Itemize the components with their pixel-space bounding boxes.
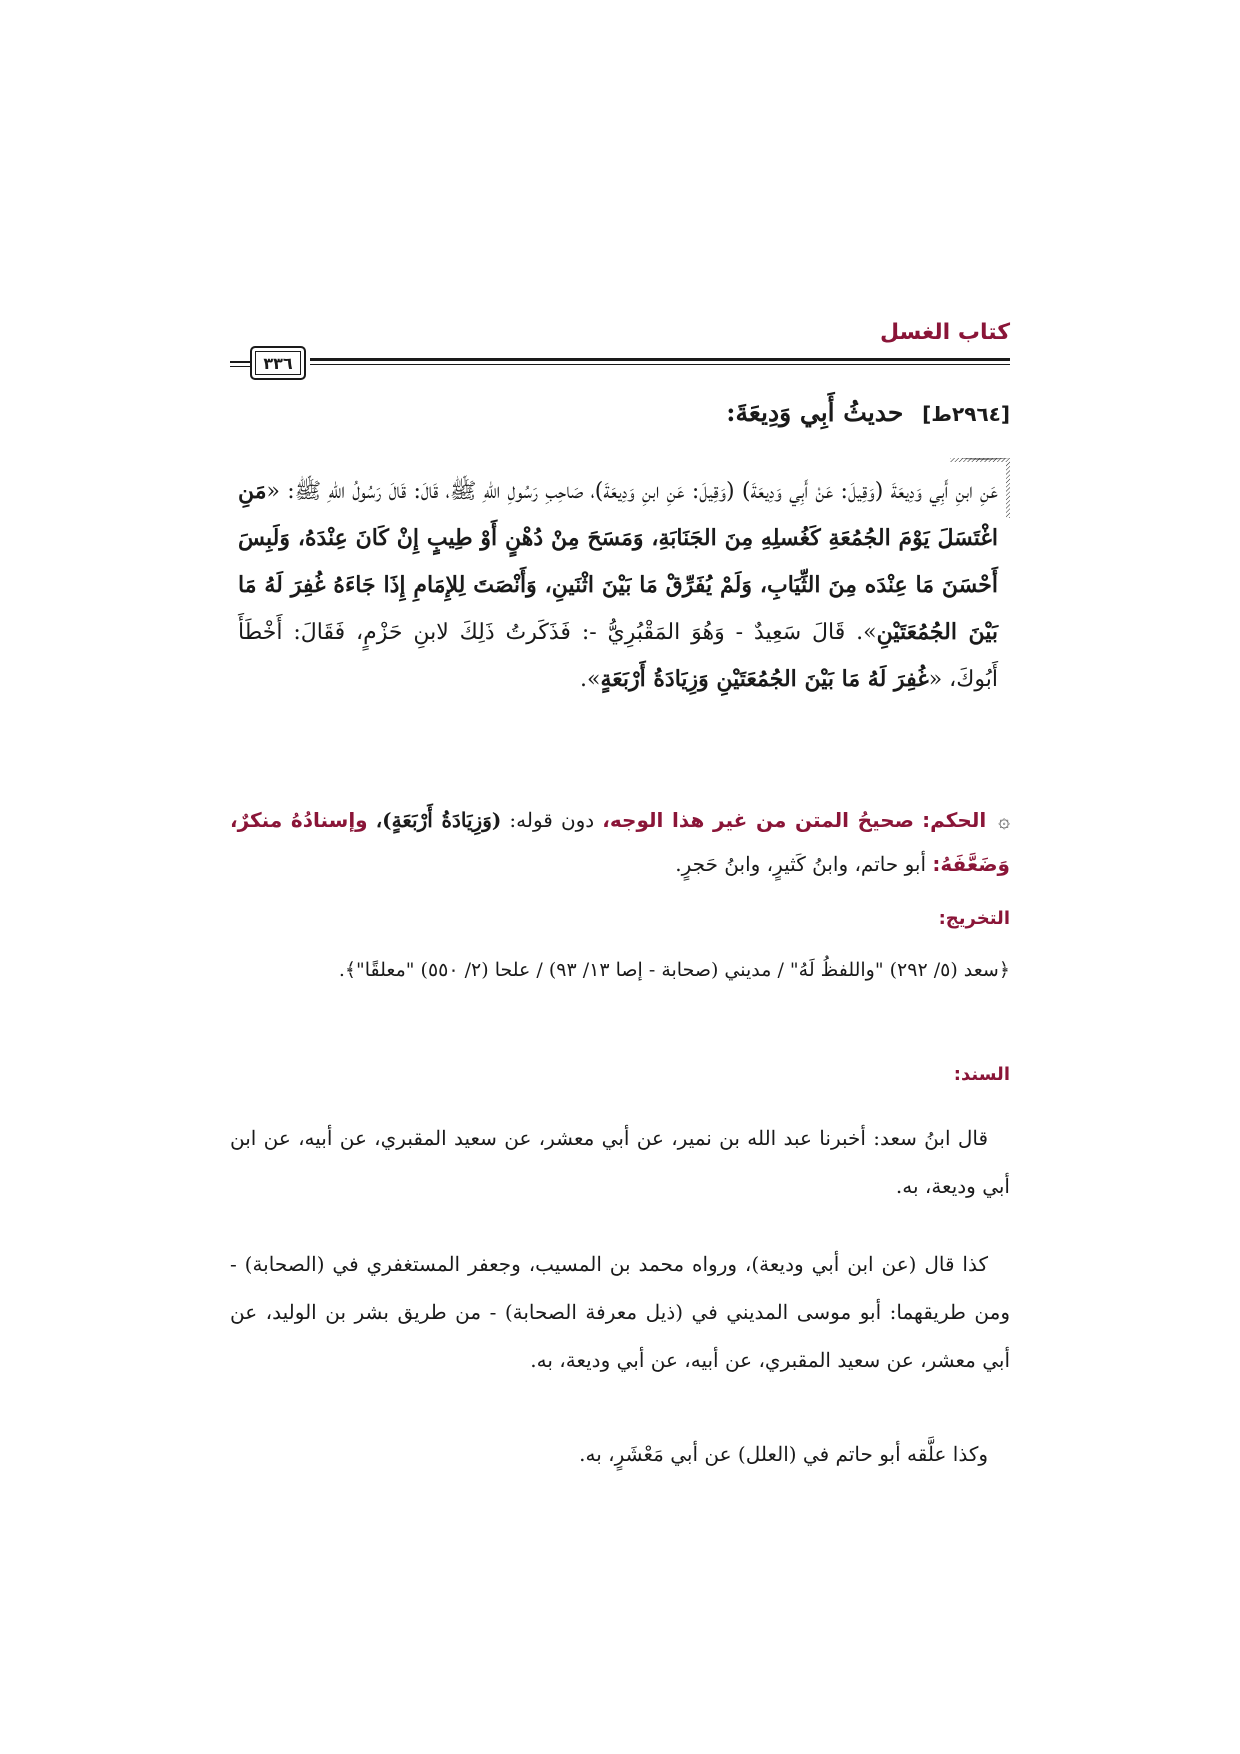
hadith-text	[238, 468, 998, 703]
ornament-icon: ۞	[998, 808, 1010, 832]
sanad-paragraph-1: قال ابنُ سعد: أخبرنا عبد الله بن نمير، عن أبي معشر، عن سعيد المقبري، عن أبيه، عن ابن أبي وديعة، به.	[230, 1126, 1010, 1198]
header-rule-thin	[310, 364, 1010, 365]
sanad-paragraph-2: كذا قال (عن ابن أبي وديعة)، ورواه محمد بن المسيب، وجعفر المستغفري في (الصحابة) - ومن طريقهما: أبو موسى المديني في (ذيل معرفة الصحابة) - من طريق بشر بن الوليد، عن أبي معشر، عن سعيد المقبري، عن أبيه، عن أبي وديعة، به.	[230, 1252, 1010, 1372]
hadith-box	[230, 458, 1010, 788]
hadith-title: حديثُ أَبِي وَدِيعَةَ:	[726, 398, 904, 427]
page-header	[230, 300, 1010, 373]
ruling	[230, 798, 1010, 886]
hadith-text-part2: ». قَالَ سَعِيدٌ - وَهُوَ المَقْبُرِيُّ -: فَذَكَرتُ ذَلِكَ لابنِ حَزْمٍ، فَقَالَ: أَخْطَأَ أَبُوكَ، «	[238, 620, 998, 692]
takhrij-title: التخريج:	[938, 908, 1010, 929]
hadith-text-bold1: مَنِ اغْتَسَلَ يَوْمَ الجُمُعَةِ كَغُسلِهِ مِنَ الجَنَابَةِ، وَمَسَحَ مِنْ دُهْنٍ أَوْ طِيبٍ إِنْ كَانَ عِنْدَهُ، وَلَبِسَ أَحْسَنَ مَا عِنْدَه مِنَ الثِّيَابِ، وَلَمْ يُفَرِّقْ مَا بَيْنَ اثْنَينِ، وَأَنْصَتَ لِلإِمَامِ إِذَا جَاءَهُ غُفِرَ لَهُ مَا بَيْنَ الجُمُعَتَيْنِ	[238, 478, 998, 645]
takhrij-body: ﴿سعد (٥/ ٢٩٢) "واللفظُ لَهُ" / مديني (صحابة - إصا ١٣/ ٩٣) / علحا (٢/ ٥٥٠) "معلقًا"﴾.	[338, 959, 1010, 981]
hadith-heading	[726, 398, 1010, 427]
sanad-paragraph-3: وكذا علَّقه أبو حاتم في (العلل) عن أبي مَعْشَرٍ، به.	[579, 1442, 988, 1466]
book-title: كتاب الغسل	[879, 320, 1010, 345]
hadith-text-part3: ».	[579, 667, 601, 692]
ruling-isnad-verdict: وإسنادُهُ منكرٌ، وَضَعَّفَهُ:	[230, 808, 1010, 876]
book-page	[230, 300, 1010, 1700]
page-number: ٣٣٦	[263, 353, 293, 373]
ruling-quote: (وَزِيَادَةُ أَرْبَعَةٍ)،	[375, 808, 502, 832]
page-number-tail	[230, 361, 250, 363]
ruling-connector: دون قوله:	[509, 808, 595, 832]
hadith-text-part1: عَنِ ابنِ أَبِي وَدِيعَةَ (وَقِيلَ: عَنْ أَبِي وَدِيعَةَ) (وَقِيلَ: عَنِ ابنِ وَدِيعَةَ)، صَاحِبِ رَسُولِ اللهِ ﷺ، قَالَ: قَالَ رَسُولُ اللهِ ﷺ: «	[266, 479, 998, 504]
sanad-title: السند:	[953, 1064, 1010, 1085]
ruling-label: الحكم:	[922, 808, 987, 832]
page-number-tail-thin	[230, 366, 250, 367]
page-number-box	[250, 346, 306, 380]
ruling-weakened-by: أبو حاتم، وابنُ كَثيرٍ، وابنُ حَجرٍ.	[675, 852, 927, 876]
header-rule-thick	[310, 358, 1010, 361]
ruling-verdict: صحيحُ المتن من غير هذا الوجه،	[602, 808, 914, 832]
hadith-number: [٢٩٦٤ط]	[922, 402, 1010, 426]
hadith-text-bold2: غُفِرَ لَهُ مَا بَيْنَ الجُمُعَتَيْنِ وَزِيَادَةُ أَرْبَعَةٍ	[600, 666, 929, 692]
